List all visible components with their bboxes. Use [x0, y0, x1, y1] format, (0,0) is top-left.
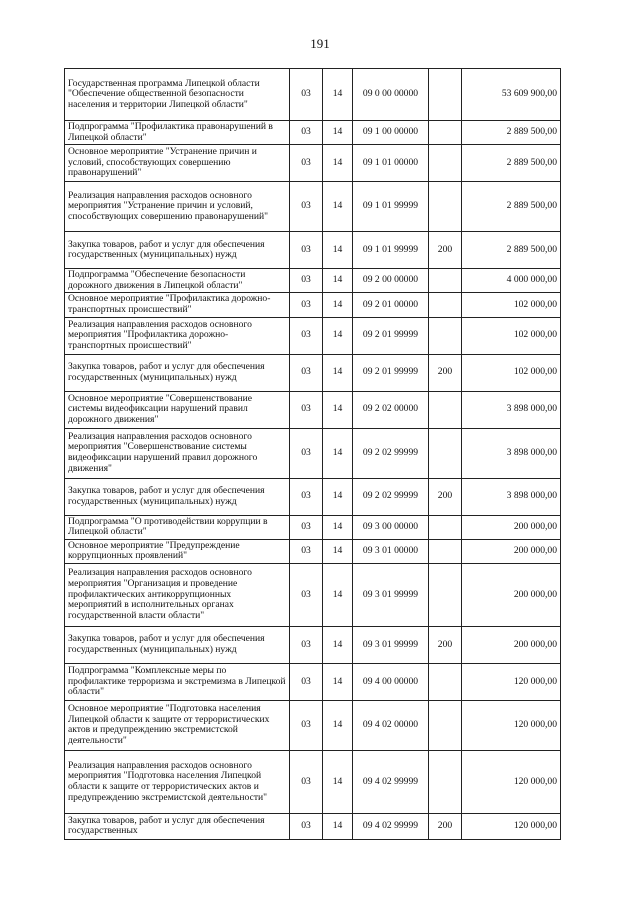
expense-type-cell [429, 269, 462, 293]
subsection-cell: 14 [323, 478, 353, 515]
subsection-cell: 14 [323, 182, 353, 232]
amount-cell: 200 000,00 [462, 539, 561, 563]
subsection-cell: 14 [323, 700, 353, 750]
table-row [65, 145, 561, 182]
subsection-cell: 14 [323, 750, 353, 813]
subsection-cell: 14 [323, 269, 353, 293]
amount-cell: 2 889 500,00 [462, 145, 561, 182]
page-number: 191 [310, 36, 330, 51]
expense-type-cell [429, 750, 462, 813]
target-article-cell: 09 3 01 99999 [353, 626, 429, 663]
expense-name-cell: Закупка товаров, работ и услуг для обеспечения государственных (муниципальных) нужд [65, 232, 290, 269]
target-article-cell: 09 3 01 00000 [353, 539, 429, 563]
expense-type-cell: 200 [429, 626, 462, 663]
expense-name-cell: Основное мероприятие "Профилактика дорожно-транспортных происшествий" [65, 293, 290, 317]
section-cell: 03 [290, 515, 323, 539]
expense-name-cell: Реализация направления расходов основного мероприятия "Организация и проведение профилактических антикоррупционных мероприятий в исполнительных органах государственной власти области" [65, 563, 290, 626]
expense-type-cell [429, 700, 462, 750]
section-cell: 03 [290, 663, 323, 700]
subsection-cell: 14 [323, 145, 353, 182]
section-cell: 03 [290, 121, 323, 145]
expense-type-cell: 200 [429, 354, 462, 391]
expense-type-cell [429, 539, 462, 563]
table-row [65, 478, 561, 515]
amount-cell: 3 898 000,00 [462, 391, 561, 428]
expense-name-cell: Государственная программа Липецкой области "Обеспечение общественной безопасности населения и территории Липецкой области" [65, 69, 290, 121]
section-cell: 03 [290, 269, 323, 293]
expense-name-cell: Закупка товаров, работ и услуг для обеспечения государственных [65, 813, 290, 839]
subsection-cell: 14 [323, 354, 353, 391]
subsection-cell: 14 [323, 391, 353, 428]
amount-cell: 200 000,00 [462, 563, 561, 626]
section-cell: 03 [290, 293, 323, 317]
target-article-cell: 09 3 00 00000 [353, 515, 429, 539]
expense-name-cell: Основное мероприятие "Устранение причин и условий, способствующих совершению правонарушений" [65, 145, 290, 182]
section-cell: 03 [290, 428, 323, 478]
section-cell: 03 [290, 182, 323, 232]
target-article-cell: 09 2 01 99999 [353, 354, 429, 391]
expense-type-cell [429, 663, 462, 700]
section-cell: 03 [290, 232, 323, 269]
table-row [65, 354, 561, 391]
table-row [65, 563, 561, 626]
subsection-cell: 14 [323, 69, 353, 121]
amount-cell: 3 898 000,00 [462, 478, 561, 515]
section-cell: 03 [290, 391, 323, 428]
amount-cell: 200 000,00 [462, 626, 561, 663]
subsection-cell: 14 [323, 293, 353, 317]
subsection-cell: 14 [323, 539, 353, 563]
amount-cell: 53 609 900,00 [462, 69, 561, 121]
table-row [65, 269, 561, 293]
target-article-cell: 09 2 01 99999 [353, 317, 429, 354]
budget-table-body [65, 69, 561, 840]
subsection-cell: 14 [323, 515, 353, 539]
expense-name-cell: Подпрограмма "Профилактика правонарушений в Липецкой области" [65, 121, 290, 145]
amount-cell: 120 000,00 [462, 750, 561, 813]
expense-type-cell [429, 515, 462, 539]
amount-cell: 102 000,00 [462, 317, 561, 354]
target-article-cell: 09 2 00 00000 [353, 269, 429, 293]
target-article-cell: 09 2 02 99999 [353, 428, 429, 478]
table-row [65, 626, 561, 663]
table-row [65, 700, 561, 750]
target-article-cell: 09 2 02 99999 [353, 478, 429, 515]
expense-name-cell: Реализация направления расходов основного мероприятия "Устранение причин и условий, способствующих совершению правонарушений" [65, 182, 290, 232]
expense-name-cell: Основное мероприятие "Предупреждение коррупционных проявлений" [65, 539, 290, 563]
expense-type-cell: 200 [429, 478, 462, 515]
expense-name-cell: Основное мероприятие "Совершенствование системы видеофиксации нарушений правил дорожного движения" [65, 391, 290, 428]
expense-name-cell: Подпрограмма "Комплексные меры по профилактике терроризма и экстремизма в Липецкой области" [65, 663, 290, 700]
section-cell: 03 [290, 354, 323, 391]
expense-name-cell: Закупка товаров, работ и услуг для обеспечения государственных (муниципальных) нужд [65, 354, 290, 391]
target-article-cell: 09 0 00 00000 [353, 69, 429, 121]
expense-name-cell: Подпрограмма "Обеспечение безопасности дорожного движения в Липецкой области" [65, 269, 290, 293]
amount-cell: 2 889 500,00 [462, 182, 561, 232]
expense-name-cell: Реализация направления расходов основного мероприятия "Совершенствование системы видеофиксации нарушений правил дорожного движения" [65, 428, 290, 478]
expense-name-cell: Закупка товаров, работ и услуг для обеспечения государственных (муниципальных) нужд [65, 478, 290, 515]
subsection-cell: 14 [323, 232, 353, 269]
section-cell: 03 [290, 317, 323, 354]
target-article-cell: 09 1 00 00000 [353, 121, 429, 145]
table-row [65, 515, 561, 539]
target-article-cell: 09 4 02 99999 [353, 750, 429, 813]
table-row [65, 182, 561, 232]
section-cell: 03 [290, 145, 323, 182]
expense-type-cell [429, 563, 462, 626]
target-article-cell: 09 4 02 99999 [353, 813, 429, 839]
section-cell: 03 [290, 813, 323, 839]
section-cell: 03 [290, 563, 323, 626]
table-row [65, 121, 561, 145]
amount-cell: 120 000,00 [462, 663, 561, 700]
table-row [65, 69, 561, 121]
amount-cell: 200 000,00 [462, 515, 561, 539]
expense-name-cell: Реализация направления расходов основного мероприятия "Подготовка населения Липецкой области к защите от террористических актов и предупреждению экстремистской деятельности" [65, 750, 290, 813]
section-cell: 03 [290, 626, 323, 663]
target-article-cell: 09 1 01 99999 [353, 182, 429, 232]
expense-type-cell: 200 [429, 813, 462, 839]
target-article-cell: 09 2 02 00000 [353, 391, 429, 428]
amount-cell: 120 000,00 [462, 813, 561, 839]
table-row [65, 391, 561, 428]
subsection-cell: 14 [323, 428, 353, 478]
subsection-cell: 14 [323, 317, 353, 354]
expense-name-cell: Реализация направления расходов основного мероприятия "Профилактика дорожно-транспортных происшествий" [65, 317, 290, 354]
table-row [65, 813, 561, 839]
expense-type-cell [429, 317, 462, 354]
expense-name-cell: Подпрограмма "О противодействии коррупции в Липецкой области" [65, 515, 290, 539]
expense-type-cell [429, 145, 462, 182]
expense-type-cell [429, 182, 462, 232]
subsection-cell: 14 [323, 563, 353, 626]
expense-type-cell [429, 391, 462, 428]
budget-table [64, 68, 561, 840]
section-cell: 03 [290, 539, 323, 563]
table-row [65, 232, 561, 269]
target-article-cell: 09 2 01 00000 [353, 293, 429, 317]
expense-type-cell [429, 69, 462, 121]
expense-type-cell [429, 428, 462, 478]
expense-type-cell [429, 121, 462, 145]
amount-cell: 2 889 500,00 [462, 232, 561, 269]
amount-cell: 102 000,00 [462, 354, 561, 391]
amount-cell: 4 000 000,00 [462, 269, 561, 293]
amount-cell: 3 898 000,00 [462, 428, 561, 478]
subsection-cell: 14 [323, 663, 353, 700]
expense-name-cell: Основное мероприятие "Подготовка населения Липецкой области к защите от террористических актов и предупреждению экстремистской деятельности" [65, 700, 290, 750]
table-row [65, 663, 561, 700]
section-cell: 03 [290, 750, 323, 813]
section-cell: 03 [290, 69, 323, 121]
amount-cell: 120 000,00 [462, 700, 561, 750]
table-row [65, 750, 561, 813]
expense-name-cell: Закупка товаров, работ и услуг для обеспечения государственных (муниципальных) нужд [65, 626, 290, 663]
subsection-cell: 14 [323, 813, 353, 839]
section-cell: 03 [290, 478, 323, 515]
expense-type-cell: 200 [429, 232, 462, 269]
target-article-cell: 09 3 01 99999 [353, 563, 429, 626]
amount-cell: 102 000,00 [462, 293, 561, 317]
table-row [65, 293, 561, 317]
table-row [65, 539, 561, 563]
table-row [65, 428, 561, 478]
section-cell: 03 [290, 700, 323, 750]
target-article-cell: 09 4 00 00000 [353, 663, 429, 700]
target-article-cell: 09 1 01 00000 [353, 145, 429, 182]
target-article-cell: 09 4 02 00000 [353, 700, 429, 750]
target-article-cell: 09 1 01 99999 [353, 232, 429, 269]
amount-cell: 2 889 500,00 [462, 121, 561, 145]
subsection-cell: 14 [323, 626, 353, 663]
expense-type-cell [429, 293, 462, 317]
subsection-cell: 14 [323, 121, 353, 145]
table-row [65, 317, 561, 354]
